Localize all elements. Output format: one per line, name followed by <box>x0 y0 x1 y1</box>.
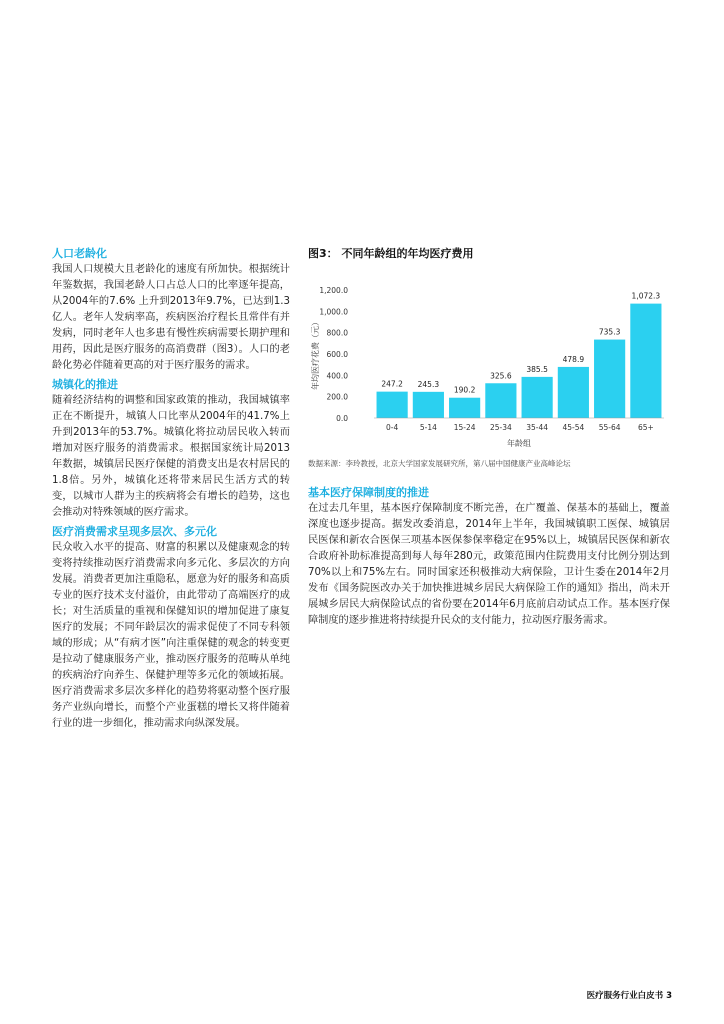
bar-35-44 <box>522 377 553 418</box>
x-axis <box>374 418 664 432</box>
bar-value-label: 385.5 <box>526 364 548 374</box>
section-heading-urbanization: 城镇化的推进 <box>52 378 118 391</box>
bar-25-34 <box>485 383 516 418</box>
y-tick-label: 0.0 <box>336 414 348 423</box>
x-tick-label: 0-4 <box>386 423 399 432</box>
bar-15-24 <box>449 398 480 418</box>
section-heading-demand: 医疗消费需求呈现多层次、多元化 <box>52 525 217 538</box>
y-tick-label: 1,000.0 <box>319 307 348 317</box>
x-tick-label: 45-54 <box>562 423 585 432</box>
y-tick-label: 1,200.0 <box>319 286 348 295</box>
x-tick-label: 55-64 <box>598 423 621 432</box>
section-body-urbanization: 随着经济结构的调整和国家政策的推动，我国城镇率正在不断提升，城镇人口比率从2004年的41.7%上升到2013年的53.7%。城镇化将拉动居民收入转而增加对医疗服务的消费需求。根据国家统计局2013年数据，城镇居民医疗保健的消费支出是农村居民的1.8倍。另外，城镇化还将带来居民生活方式的转变，以城市人群为主的疾病将会有增长的趋势，这也会推动对特殊领域的医疗需求。 <box>52 395 290 518</box>
bar-value-label: 478.9 <box>562 354 585 364</box>
section-heading-aging: 人口老龄化 <box>52 247 107 260</box>
bar-0-4 <box>377 392 408 418</box>
x-tick-label: 15-24 <box>453 423 476 432</box>
y-tick-label: 600.0 <box>326 350 348 359</box>
x-tick-label: 35-44 <box>526 423 549 432</box>
bar-value-label: 325.6 <box>490 371 512 381</box>
y-tick-label: 200.0 <box>326 392 348 402</box>
figure-title: 图3： 不同年龄组的年均医疗费用 <box>308 247 474 260</box>
y-axis-label: 年均医疗花费（元） <box>311 318 320 390</box>
y-tick-label: 800.0 <box>326 328 348 338</box>
bar-value-label: 735.3 <box>598 327 621 337</box>
page-footer: 医疗服务行业白皮书 3 <box>586 991 672 1001</box>
bar-value-label: 1,072.3 <box>631 291 661 301</box>
section-heading-insurance: 基本医疗保障制度的推进 <box>308 486 429 499</box>
x-axis-label: 年龄组 <box>507 439 531 448</box>
left-column <box>52 246 290 735</box>
x-tick-label: 25-34 <box>489 423 512 432</box>
section-body-aging: 我国人口规模大且老龄化的速度有所加快。根据统计年鉴数据，我国老龄人口占总人口的比率逐年提高，从2004年的7.6% 上升到2013年9.7%，已达到1.3亿人。老年人发病率高，疾病医治疗程长且常伴有并发病，同时老年人也多患有慢性疾病需要长期护理和用药，因此是医疗服务的高消费群（图3）。人口的老龄化势必伴随着更高的对于医疗服务的需求。 <box>52 264 290 371</box>
bar-chart-svg <box>308 268 670 448</box>
bar-value-label: 245.3 <box>417 379 440 389</box>
bars <box>377 292 662 418</box>
section-body-demand: 民众收入水平的提高、财富的积累以及健康观念的转变将持续推动医疗消费需求向多元化、多层次的方向发展。消费者更加注重隐私，愿意为好的服务和高质专业的医疗技术支付溢价，由此带动了高端医疗的成长；对生活质量的重视和保健知识的增加促进了康复医疗的发展；不同年龄层次的需求促使了不同专科领域的形成；从“有病才医”向注重保健的观念的转变更是拉动了健康服务产业，推动医疗服务的范畴从单纯的疾病治疗向养生、保健护理等多元化的领域拓展。医疗消费需求多层次多样化的趋势将驱动整个医疗服务产业纵向增长，而整个产业蛋糕的增长又将伴随着行业的进一步细化，推动需求向纵深发展。 <box>52 542 290 729</box>
right-column <box>308 246 670 632</box>
bar-value-label: 247.2 <box>381 379 403 389</box>
bar-45-54 <box>558 367 589 418</box>
bar-55-64 <box>594 340 625 418</box>
bar-5-14 <box>413 392 444 418</box>
bar-value-label: 190.2 <box>453 385 476 395</box>
y-tick-label: 400.0 <box>326 371 348 381</box>
x-tick-label: 65+ <box>637 423 654 432</box>
section-body-insurance: 在过去几年里，基本医疗保障制度不断完善，在广覆盖、保基本的基础上，覆盖深度也逐步提高。据发改委消息，2014年上半年，我国城镇职工医保、城镇居民医保和新农合医保三项基本医保参保率稳定在95%以上，城镇居民医保和新农合政府补助标准提高到每人每年280元，政策范围内住院费用支付比例分别达到70%以上和75%左右。同时国家还积极推动大病保险，卫计生委在2014年2月发布《国务院医改办关于加快推进城乡居民大病保险工作的通知》指出，尚未开展城乡居民大病保险试点的省份要在2014年6月底前启动试点工作。基本医疗保障制度的逐步推进将持续提升民众的支付能力，拉动医疗服务需求。 <box>308 503 670 626</box>
figure-source: 数据来源：李玲教授，北京大学国家发展研究所，第八届中国健康产业高峰论坛 <box>308 459 571 468</box>
bar-chart <box>308 268 670 448</box>
y-axis <box>319 286 348 423</box>
x-tick-label: 5-14 <box>419 423 437 432</box>
bar-65+ <box>630 304 661 418</box>
